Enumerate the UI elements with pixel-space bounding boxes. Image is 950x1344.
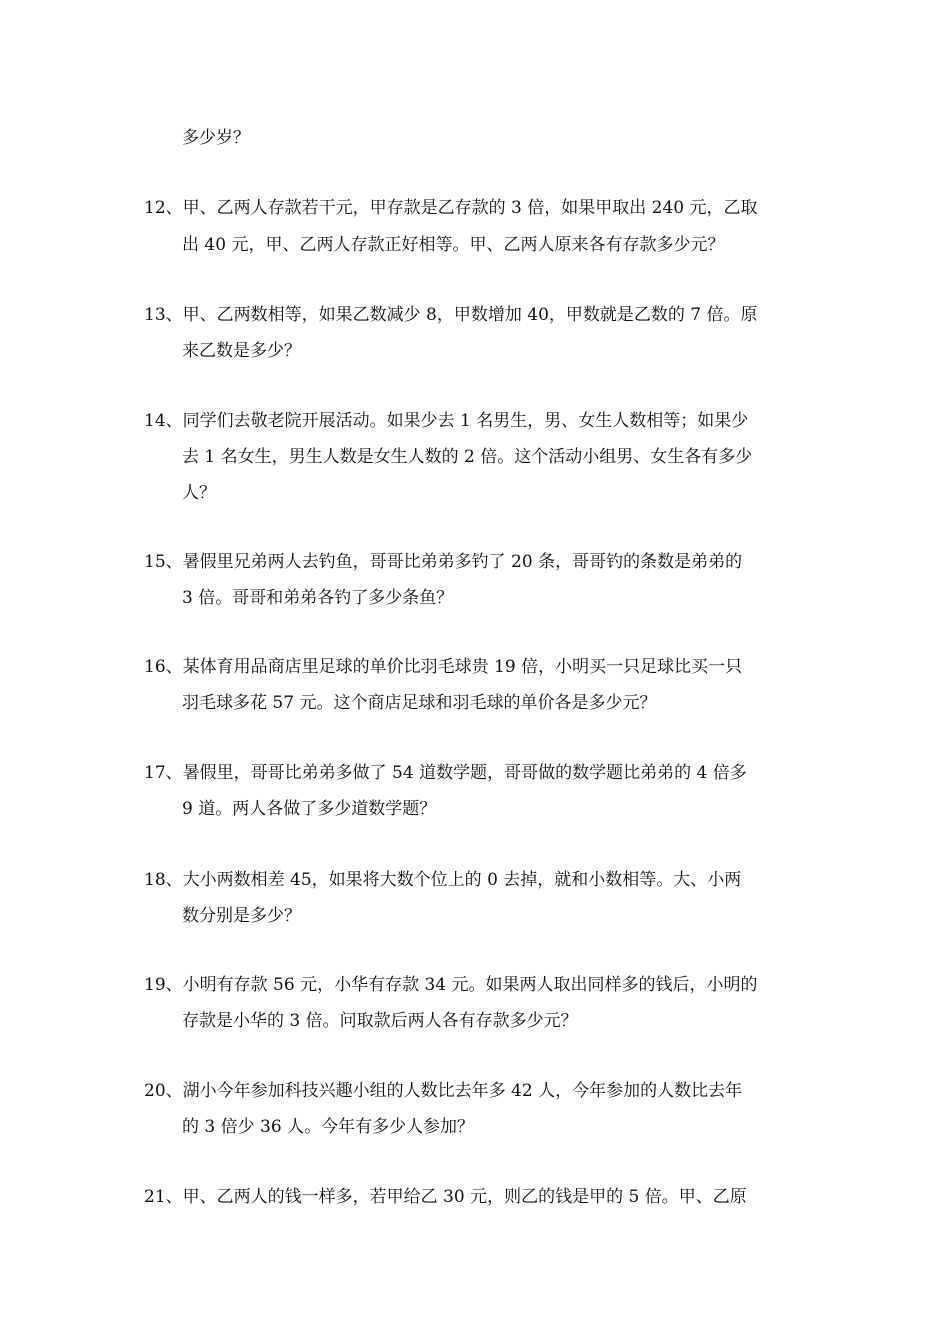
question-line: 17、暑假里，哥哥比弟弟多做了 54 道数学题，哥哥做的数学题比弟弟的 4 倍多 bbox=[144, 763, 747, 783]
question-line: 的 3 倍少 36 人。今年有多少人参加？ bbox=[182, 1117, 475, 1137]
question-line: 去 1 名女生，男生人数是女生人数的 2 倍。这个活动小组男、女生各有多少 bbox=[182, 447, 753, 467]
carryover-line: 多少岁？ bbox=[182, 128, 250, 148]
question-line: 存款是小华的 3 倍。问取款后两人各有存款多少元？ bbox=[182, 1011, 578, 1031]
question-line: 人？ bbox=[182, 483, 216, 503]
question-line: 18、大小两数相差 45，如果将大数个位上的 0 去掉，就和小数相等。大、小两 bbox=[144, 870, 742, 890]
question-line: 3 倍。哥哥和弟弟各钓了多少条鱼？ bbox=[182, 588, 454, 608]
question-line: 出 40 元，甲、乙两人存款正好相等。甲、乙两人原来各有存款多少元？ bbox=[182, 235, 725, 255]
question-line: 16、某体育用品商店里足球的单价比羽毛球贵 19 倍，小明买一只足球比买一只 bbox=[144, 657, 743, 677]
question-line: 13、甲、乙两数相等，如果乙数减少 8，甲数增加 40，甲数就是乙数的 7 倍。原 bbox=[144, 305, 758, 325]
question-line: 数分别是多少？ bbox=[182, 906, 301, 926]
question-line: 21、甲、乙两人的钱一样多，若甲给乙 30 元，则乙的钱是甲的 5 倍。甲、乙原 bbox=[144, 1187, 747, 1207]
question-line: 14、同学们去敬老院开展活动。如果少去 1 名男生，男、女生人数相等；如果少 bbox=[144, 411, 749, 431]
question-line: 羽毛球多花 57 元。这个商店足球和羽毛球的单价各是多少元？ bbox=[182, 693, 657, 713]
question-line: 19、小明有存款 56 元，小华有存款 34 元。如果两人取出同样多的钱后，小明的 bbox=[144, 975, 758, 995]
question-line: 9 道。两人各做了多少道数学题？ bbox=[182, 799, 437, 819]
question-line: 12、甲、乙两人存款若干元，甲存款是乙存款的 3 倍，如果甲取出 240 元，乙取 bbox=[144, 198, 758, 218]
question-line: 来乙数是多少？ bbox=[182, 341, 301, 361]
question-line: 20、湖小今年参加科技兴趣小组的人数比去年多 42 人，今年参加的人数比去年 bbox=[144, 1081, 743, 1101]
question-line: 15、暑假里兄弟两人去钓鱼，哥哥比弟弟多钓了 20 条，哥哥钓的条数是弟弟的 bbox=[144, 552, 743, 572]
